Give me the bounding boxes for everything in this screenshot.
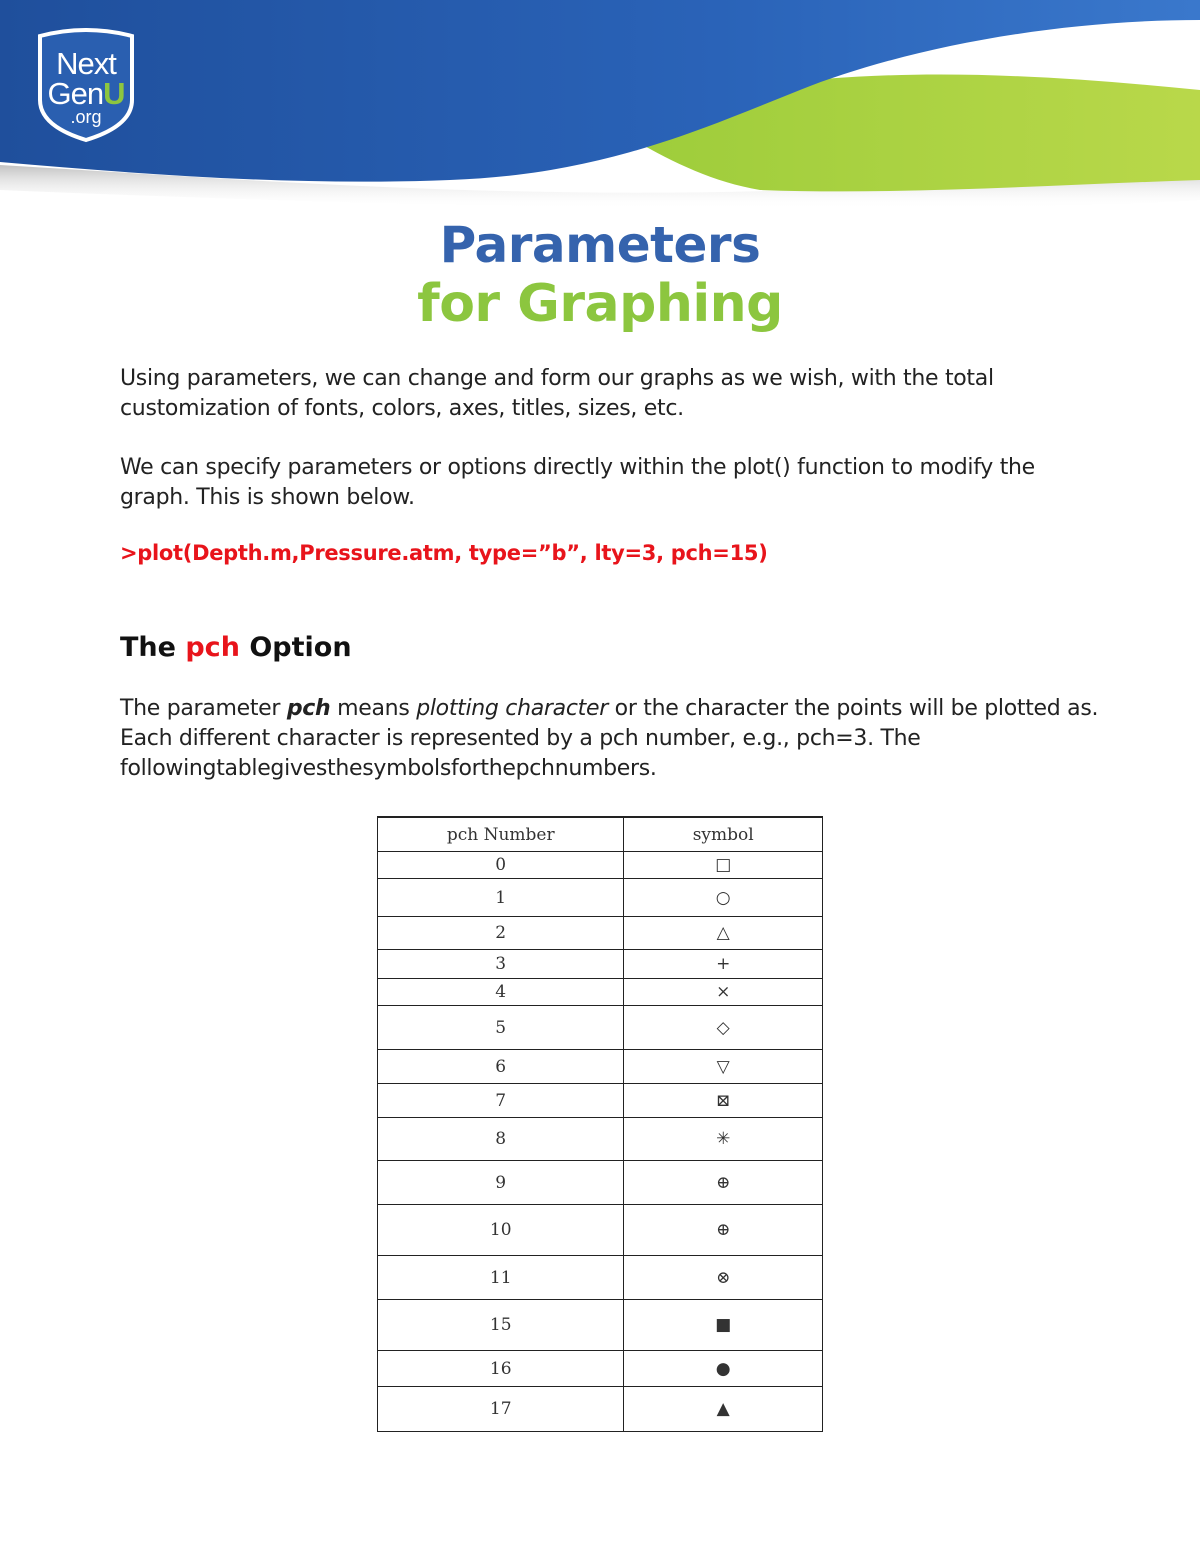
- pch-number-cell: 8: [378, 1118, 624, 1161]
- pch-symbol-icon: ⊕: [716, 1220, 731, 1240]
- pch-number-cell: 9: [378, 1161, 624, 1205]
- pch-number-cell: 5: [378, 1006, 624, 1050]
- pch-number-cell: 17: [378, 1387, 624, 1432]
- pch-symbol-icon: ⊕: [716, 1172, 731, 1193]
- table-row: [378, 1205, 823, 1256]
- table-row: [378, 1084, 823, 1118]
- pch-symbol-icon: □: [715, 855, 732, 875]
- table-header-row: [378, 817, 823, 852]
- pch-number-cell: 11: [378, 1256, 624, 1300]
- pch-symbol-icon: +: [716, 954, 731, 974]
- header-banner: [0, 0, 1200, 220]
- pch-number-cell: 0: [378, 852, 624, 879]
- header-pch-number: pch Number: [378, 817, 624, 852]
- symbol-cell: [624, 950, 823, 979]
- symbol-cell: [624, 1084, 823, 1118]
- pch-symbol-icon: ▽: [716, 1056, 730, 1077]
- pch-number-cell: 3: [378, 950, 624, 979]
- pch-symbol-icon: ○: [715, 887, 731, 908]
- table-row: [378, 852, 823, 879]
- symbol-cell: [624, 917, 823, 950]
- symbol-cell: [624, 979, 823, 1006]
- table-row: [378, 1300, 823, 1351]
- symbol-cell: [624, 1256, 823, 1300]
- pch-number-cell: 7: [378, 1084, 624, 1118]
- nextgenu-logo: [34, 28, 138, 144]
- table-row: [378, 950, 823, 979]
- symbol-cell: [624, 1050, 823, 1084]
- symbol-cell: [624, 1118, 823, 1161]
- pch-number-cell: 2: [378, 917, 624, 950]
- pch-symbol-icon: ■: [715, 1315, 732, 1335]
- pch-symbol-icon: ▲: [716, 1399, 730, 1419]
- logo-line-3: .org: [70, 107, 102, 127]
- pch-number-cell: 10: [378, 1205, 624, 1256]
- page-title-line-2: for Graphing: [417, 274, 783, 334]
- pch-symbol-icon: ●: [715, 1358, 731, 1379]
- pch-number-cell: 4: [378, 979, 624, 1006]
- table-row: [378, 917, 823, 950]
- table-row: [378, 1256, 823, 1300]
- symbol-cell: [624, 1205, 823, 1256]
- intro-paragraph-2: We can specify parameters or options directly within the plot() function to modify the graph. This is shown below.: [120, 455, 1035, 510]
- symbol-cell: [624, 1006, 823, 1050]
- table-row: [378, 1118, 823, 1161]
- table-row: [378, 1050, 823, 1084]
- symbol-cell: [624, 1351, 823, 1387]
- pch-symbol-icon: ⊠: [716, 1090, 731, 1111]
- symbol-cell: [624, 852, 823, 879]
- symbol-cell: [624, 1161, 823, 1205]
- page-title-line-1: Parameters: [439, 216, 761, 274]
- pch-symbol-table: [377, 816, 823, 1432]
- pch-number-cell: 6: [378, 1050, 624, 1084]
- pch-number-cell: 1: [378, 879, 624, 917]
- table-row: [378, 1006, 823, 1050]
- header-symbol: symbol: [624, 817, 823, 852]
- symbol-cell: [624, 1300, 823, 1351]
- pch-symbol-icon: ◇: [716, 1017, 730, 1038]
- table-row: [378, 1351, 823, 1387]
- table-row: [378, 1161, 823, 1205]
- symbol-cell: [624, 1387, 823, 1432]
- pch-symbol-icon: △: [716, 923, 730, 943]
- intro-paragraph-1: Using parameters, we can change and form our graphs as we wish, with the total customization of fonts, colors, axes, titles, sizes, etc.: [120, 366, 994, 421]
- logo-line-2: GenU: [47, 76, 125, 111]
- pch-symbol-icon: ×: [716, 982, 731, 1002]
- symbol-cell: [624, 879, 823, 917]
- table-row: [378, 879, 823, 917]
- table-body: [378, 852, 823, 1432]
- pch-number-cell: 15: [378, 1300, 624, 1351]
- table-row: [378, 1387, 823, 1432]
- logo-line-1: Next: [56, 46, 116, 81]
- section-heading: The pch Option: [120, 632, 352, 663]
- code-example: >plot(Depth.m,Pressure.atm, type=”b”, lty=3, pch=15): [120, 541, 768, 565]
- pch-symbol-icon: ✳: [716, 1129, 731, 1149]
- pch-description: The parameter pch means plotting character or the character the points will be plotted as. Each different character is represented by a pch number, e.g., pch=3. The followingtablegivesthesymbolsforthepchnumbers.: [120, 696, 1099, 781]
- table-row: [378, 979, 823, 1006]
- pch-symbol-icon: ⊗: [716, 1267, 731, 1288]
- pch-number-cell: 16: [378, 1351, 624, 1387]
